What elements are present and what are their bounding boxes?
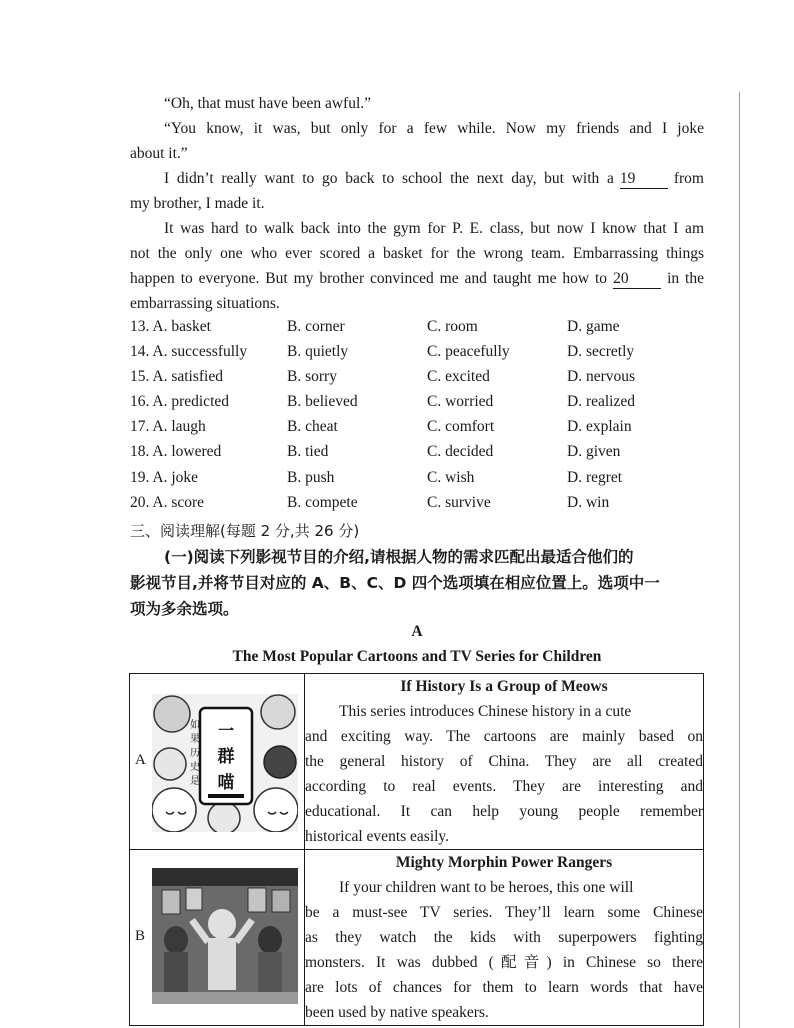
- passage-line: It was hard to walk back into the gym for P. E. class, but now I know that I am: [164, 220, 704, 237]
- option-c: C. wish: [427, 468, 475, 486]
- passage-line: “Oh, that must have been awful.”: [164, 95, 372, 112]
- question-row: [130, 418, 710, 443]
- question-row: [130, 393, 710, 418]
- svg-text:历: 历: [190, 748, 200, 759]
- option-c: C. survive: [427, 493, 491, 511]
- option-c: C. excited: [427, 368, 490, 386]
- option-a: 16. A. predicted: [130, 393, 230, 411]
- program-letter: B: [135, 928, 146, 944]
- instruction-line: 影视节目,并将节目对应的 A、B、C、D 四个选项填在相应位置上。选项中一: [130, 574, 660, 592]
- svg-text:史: 史: [190, 762, 200, 773]
- option-a: 17. A. laugh: [130, 418, 206, 436]
- program-line: If your children want to be heroes, this one will: [339, 879, 634, 896]
- power-rangers-photo-image: [152, 868, 298, 1004]
- passage: [130, 91, 704, 316]
- passage-line: not the only one who ever scored a basket for the wrong team. Embarrassing things: [130, 245, 704, 262]
- option-d: D. given: [567, 443, 621, 461]
- question-row: [130, 443, 710, 468]
- program-line: been used by native speakers.: [305, 1004, 489, 1021]
- option-b: B. compete: [287, 493, 358, 511]
- option-a: 15. A. satisfied: [130, 368, 223, 386]
- option-d: D. nervous: [567, 368, 636, 386]
- option-d: D. game: [567, 318, 620, 335]
- program-line: as they watch the kids with superpowers fighting: [305, 929, 703, 946]
- question-row: [130, 368, 710, 393]
- option-b: B. cheat: [287, 418, 338, 436]
- option-d: D. secretly: [567, 343, 635, 361]
- blank-19: 19: [620, 170, 668, 189]
- section-instructions: [130, 544, 710, 622]
- option-a: 13. A. basket: [130, 318, 211, 335]
- passage-line: [130, 266, 704, 291]
- passage-line: [130, 166, 704, 191]
- option-c: C. room: [427, 318, 478, 335]
- option-b: B. sorry: [287, 368, 337, 386]
- program-line: historical events easily.: [305, 828, 450, 845]
- program-line: according to real events. They are interesting and: [305, 778, 703, 795]
- program-line: are lots of chances for them to learn words that have: [305, 979, 703, 996]
- option-a: 14. A. successfully: [130, 343, 248, 361]
- option-b: B. believed: [287, 393, 358, 411]
- cartoon-poster-image: [152, 694, 298, 832]
- option-c: C. decided: [427, 443, 494, 461]
- program-title: Mighty Morphin Power Rangers: [395, 854, 613, 871]
- svg-text:喵: 喵: [217, 773, 235, 793]
- program-line: be a must-see TV series. They’ll learn some Chinese: [305, 904, 703, 921]
- instruction-line: (一)阅读下列影视节目的介绍,请根据人物的需求匹配出最适合他们的: [164, 548, 634, 566]
- passage-line: my brother, I made it.: [130, 195, 265, 212]
- question-row: [130, 318, 710, 343]
- program-line: educational. It can help young people remember: [305, 803, 703, 820]
- passage-line: about it.”: [130, 145, 188, 162]
- question-row: [130, 494, 710, 519]
- option-c: C. peacefully: [427, 343, 510, 361]
- option-d: D. realized: [567, 393, 635, 411]
- svg-text:如: 如: [190, 720, 200, 731]
- passage-line: embarrassing situations.: [130, 295, 280, 312]
- table-title: The Most Popular Cartoons and TV Series for Children: [232, 648, 602, 665]
- svg-text:一: 一: [217, 721, 235, 740]
- question-row: [130, 343, 710, 368]
- passage-text: happen to everyone. But my brother convinced me and taught me how to: [130, 270, 608, 287]
- program-row: [130, 674, 704, 850]
- option-b: B. tied: [287, 443, 329, 461]
- program-row: [130, 850, 704, 1026]
- option-d: D. regret: [567, 468, 623, 486]
- question-row: [130, 469, 710, 494]
- section-heading: 三、阅读理解(每题 2 分,共 26 分): [130, 522, 360, 540]
- program-image-cell: [130, 850, 305, 1026]
- program-letter: A: [135, 752, 146, 768]
- svg-text:果: 果: [190, 734, 200, 745]
- program-image-cell: [130, 674, 305, 850]
- option-b: B. push: [287, 468, 335, 486]
- option-b: B. corner: [287, 318, 345, 335]
- passage-text: from: [673, 170, 704, 187]
- program-line: and exciting way. The cartoons are mainly based on: [305, 728, 703, 745]
- svg-text:群: 群: [217, 747, 235, 767]
- part-label: A: [411, 623, 423, 640]
- svg-text:是: 是: [190, 776, 200, 787]
- program-line: the general history of China. They are all created: [305, 753, 703, 770]
- blank-20: 20: [613, 270, 661, 289]
- option-b: B. quietly: [287, 343, 349, 361]
- program-description-cell: [305, 674, 704, 850]
- option-c: C. worried: [427, 393, 494, 411]
- instruction-line: 项为多余选项。: [130, 600, 239, 618]
- programs-table: [129, 673, 704, 1026]
- option-a: 20. A. score: [130, 493, 205, 511]
- program-line: This series introduces Chinese history in a cute: [339, 703, 632, 720]
- option-d: D. win: [567, 493, 610, 511]
- page-margin-rule: [739, 92, 740, 1028]
- program-line: monsters. It was dubbed (配音) in Chinese so there: [305, 954, 703, 971]
- passage-line: “You know, it was, but only for a few while. Now my friends and I joke: [164, 120, 704, 137]
- passage-text: in the: [667, 270, 704, 287]
- program-description-cell: [305, 850, 704, 1026]
- option-d: D. explain: [567, 418, 632, 436]
- question-options: [130, 318, 710, 519]
- passage-text: I didn’t really want to go back to school the next day, but with a: [164, 170, 614, 187]
- option-c: C. comfort: [427, 418, 495, 436]
- option-a: 19. A. joke: [130, 468, 199, 486]
- option-a: 18. A. lowered: [130, 443, 222, 461]
- program-title: If History Is a Group of Meows: [400, 678, 608, 695]
